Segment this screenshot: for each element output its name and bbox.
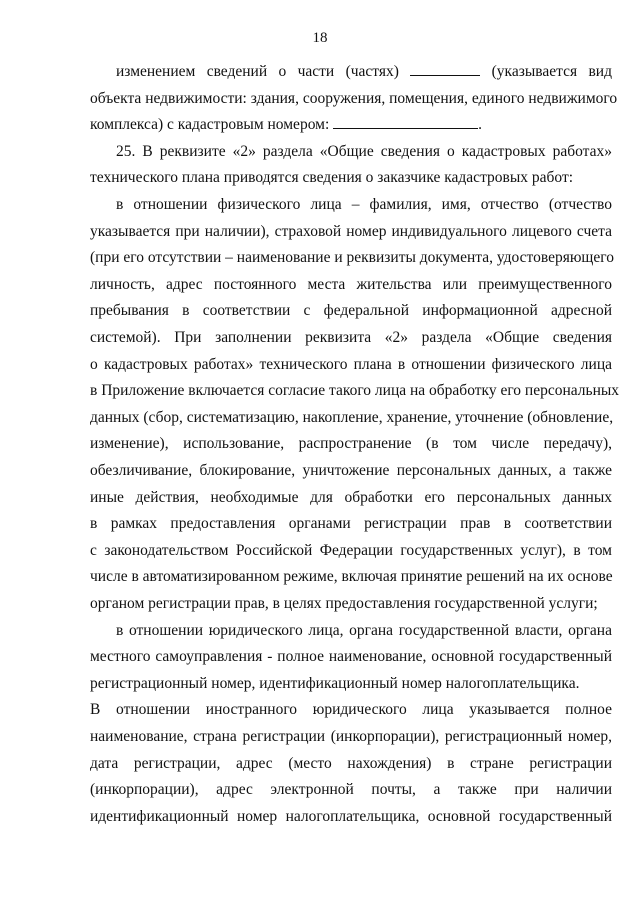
text-line xyxy=(90,754,612,774)
text-line xyxy=(90,594,612,614)
text-run: данных (сбор, систематизацию, накопление, хранение, уточнение (обновление, xyxy=(90,408,614,426)
text-line xyxy=(90,115,612,135)
text-line xyxy=(90,408,612,428)
text-run: В отношении иностранного юридического лица указывается полное xyxy=(90,701,612,719)
text-line xyxy=(116,142,612,162)
text-run: числе в автоматизированном режиме, включая принятие решений на их основе xyxy=(90,568,613,586)
text-run: обезличивание, блокирование, уничтожение персональных данных, а также xyxy=(90,462,612,479)
text-run: изменение), использование, распространение (в том числе передачу), xyxy=(90,435,612,453)
text-run: с законодательством Российской Федерации государственных услуг), в том xyxy=(90,541,612,559)
text-run: 25. В реквизите «2» раздела «Общие сведения о кадастровых работах» xyxy=(116,142,612,160)
text-run: органом регистрации прав, в целях предоставления государственной услуги; xyxy=(90,595,598,612)
text-line xyxy=(90,674,612,694)
text-line xyxy=(116,621,612,641)
text-run: . xyxy=(478,116,483,134)
text-run: регистрационный номер, идентификационный номер налогоплательщика. xyxy=(90,674,580,692)
text-run: в рамках предоставления органами регистрации прав в соответствии xyxy=(90,515,612,533)
fill-in-blank xyxy=(410,63,480,76)
text-line xyxy=(90,89,618,109)
text-run: объекта недвижимости: здания, сооружения, помещения, единого недвижимого xyxy=(90,89,618,107)
text-line xyxy=(90,248,612,268)
text-run: (указывается вид xyxy=(480,63,612,80)
text-line xyxy=(90,434,612,454)
text-line xyxy=(116,195,612,215)
text-line xyxy=(90,328,612,348)
text-run: системой). При заполнении реквизита «2» раздела «Общие сведения xyxy=(90,329,612,346)
fill-in-blank xyxy=(333,116,478,129)
text-line xyxy=(90,461,612,481)
text-line xyxy=(90,488,612,508)
text-line xyxy=(90,567,612,587)
text-run: (инкорпорации), адрес электронной почты, а также при наличии xyxy=(90,781,612,799)
text-line xyxy=(90,301,612,321)
text-run: местного самоуправления - полное наименование, основной государственный xyxy=(90,648,612,666)
text-run: (при его отсутствии – наименование и реквизиты документа, удостоверяющего xyxy=(90,249,614,267)
text-line xyxy=(90,727,612,747)
text-run: в Приложение включается согласие такого лица на обработку его персональных xyxy=(90,382,620,400)
text-line xyxy=(90,514,612,534)
text-line xyxy=(116,62,612,82)
text-run: в отношении юридического лица, органа государственной власти, органа xyxy=(116,621,612,639)
text-line xyxy=(90,541,612,561)
text-line xyxy=(90,381,620,401)
text-run: дата регистрации, адрес (место нахождения) в стране регистрации xyxy=(90,754,612,772)
text-run: наименование, страна регистрации (инкорпорации), регистрационный номер, xyxy=(90,728,612,745)
text-line xyxy=(90,222,612,242)
text-line xyxy=(90,807,612,827)
text-run: указывается при наличии), страховой номер индивидуального лицевого счета xyxy=(90,222,612,240)
text-run: идентификационный номер налогоплательщика, основной государственный xyxy=(90,807,612,825)
text-run: иные действия, необходимые для обработки его персональных данных xyxy=(90,488,612,506)
text-run: личность, адрес постоянного места жительства или преимущественного xyxy=(90,275,612,293)
page-number: 18 xyxy=(312,30,328,46)
text-run: изменением сведений о части (частях) xyxy=(116,63,411,80)
text-run: комплекса) с кадастровым номером: xyxy=(90,116,334,134)
text-line xyxy=(90,700,612,720)
text-line xyxy=(90,355,612,375)
text-line xyxy=(90,780,612,800)
text-run: пребывания в соответствии с федеральной информационной адресной xyxy=(90,302,612,320)
text-run: о кадастровых работах» технического плана в отношении физического лица xyxy=(90,355,612,373)
text-run: в отношении физического лица – фамилия, имя, отчество (отчество xyxy=(116,196,612,213)
text-line xyxy=(90,647,612,667)
text-run: технического плана приводятся сведения о заказчике кадастровых работ: xyxy=(90,169,574,187)
text-line xyxy=(90,275,612,295)
text-line xyxy=(90,168,612,188)
